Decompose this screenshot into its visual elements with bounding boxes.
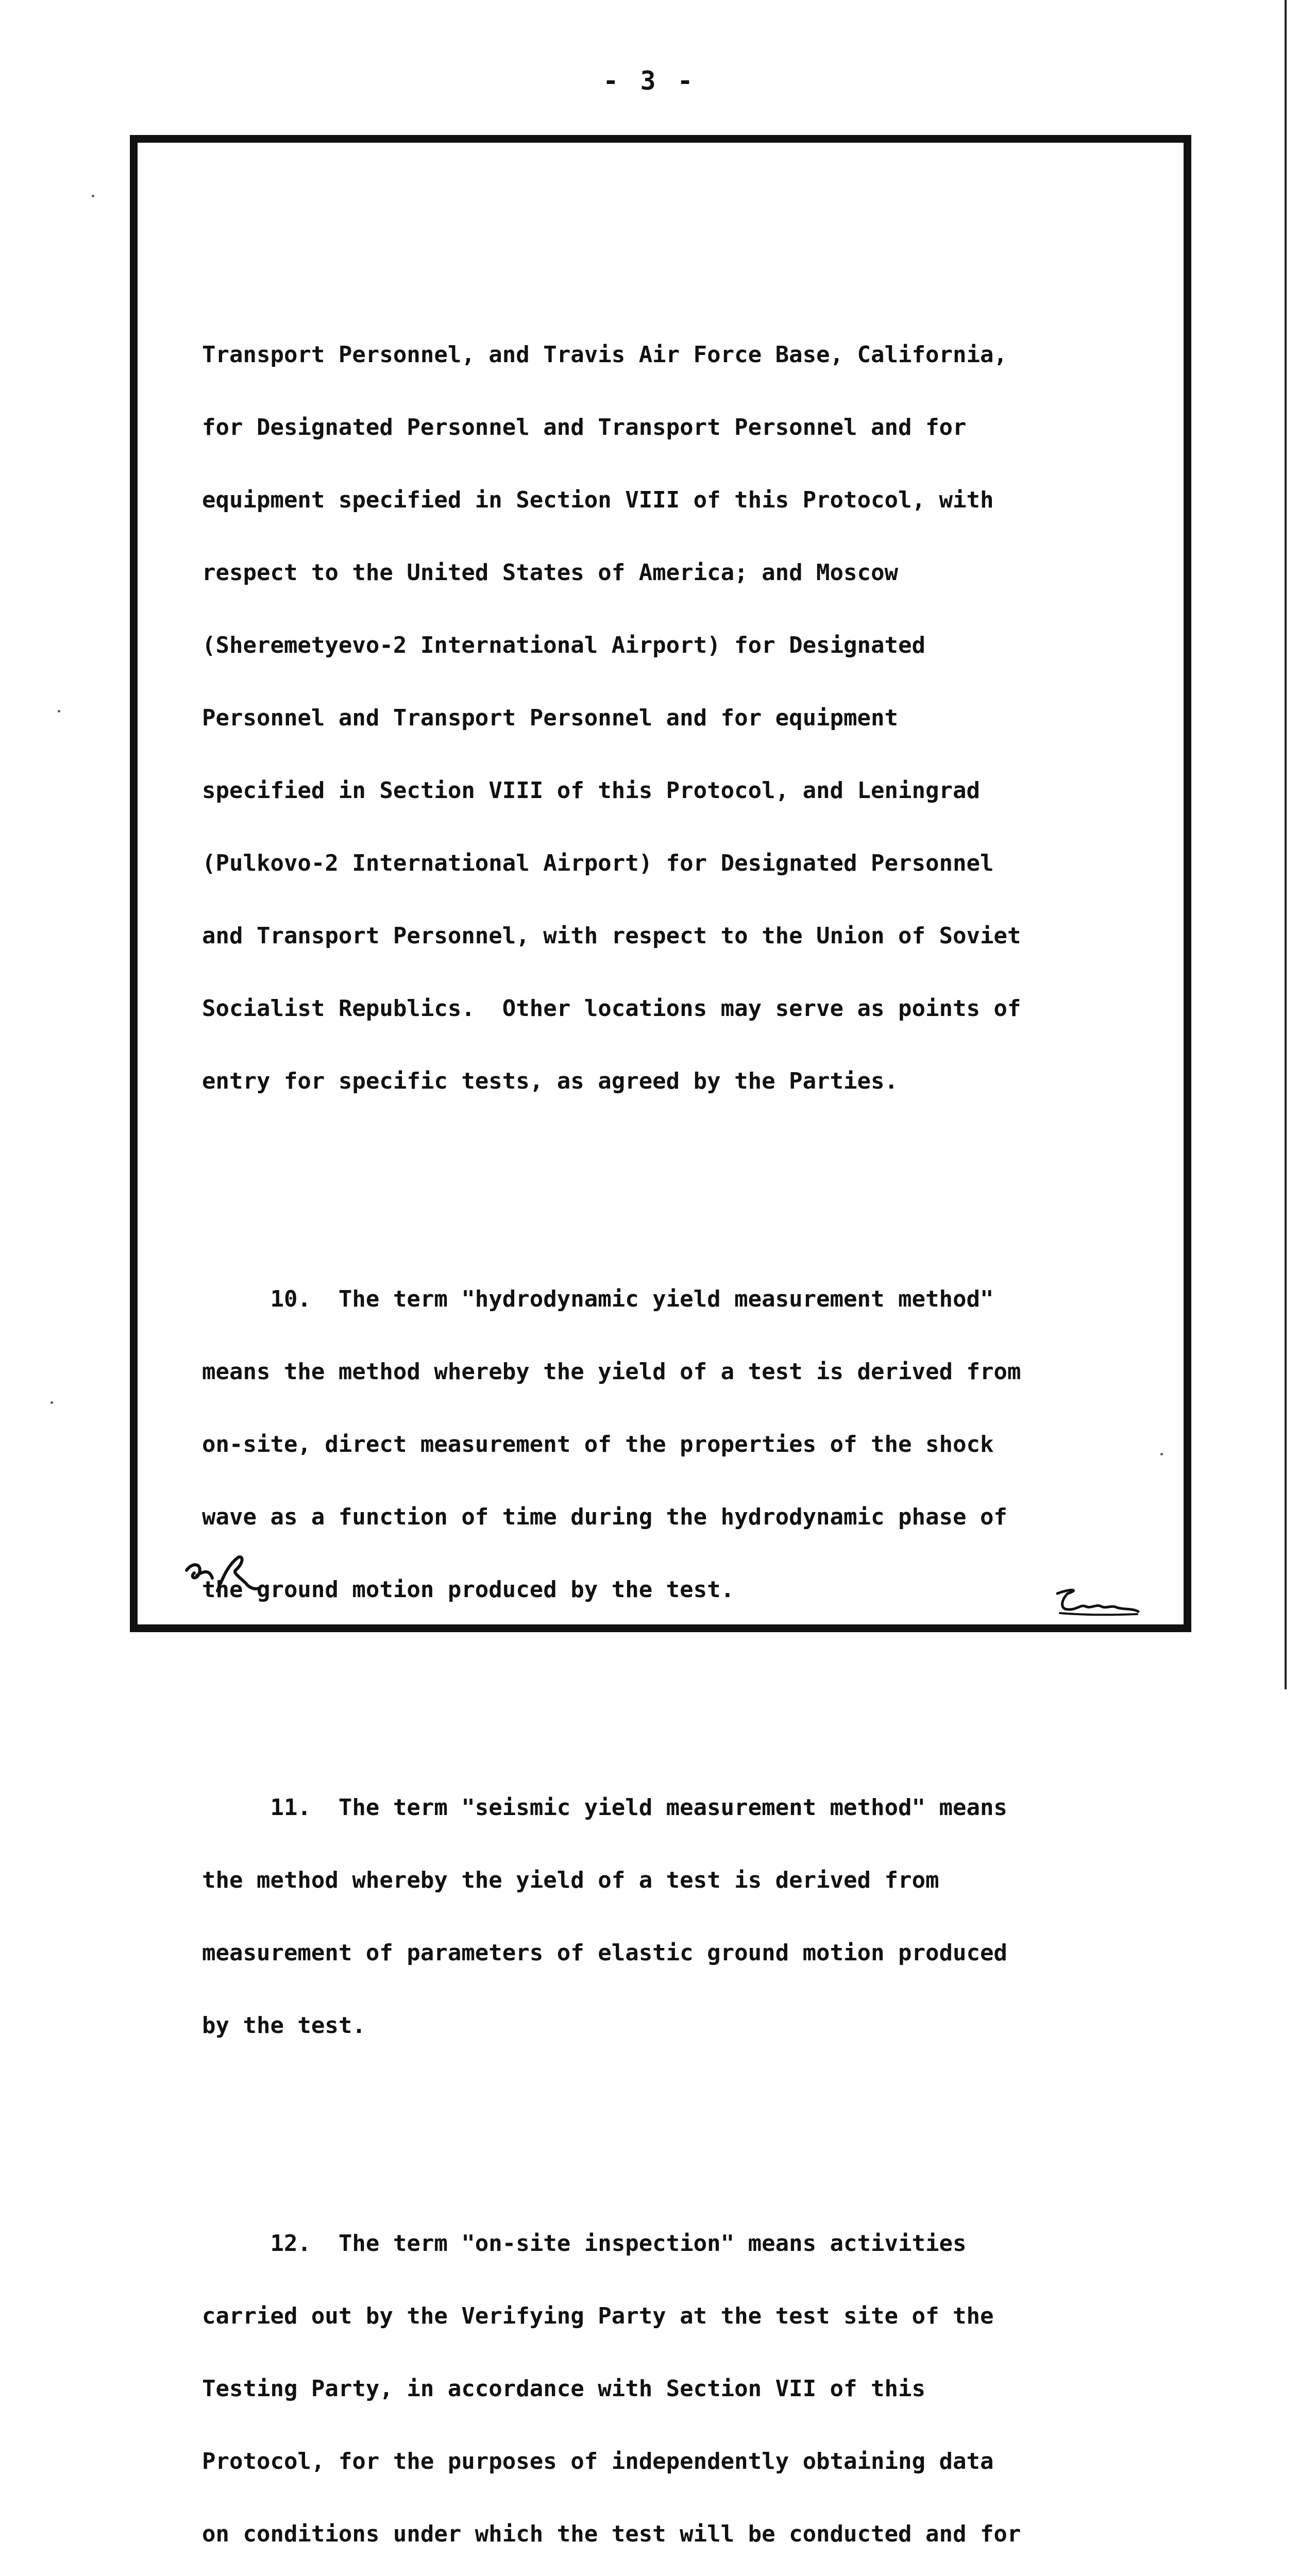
scan-speck: [92, 195, 94, 197]
text-line: measurement of parameters of elastic ground motion produced: [202, 1940, 1007, 1966]
text-line: the ground motion produced by the test.: [202, 1577, 735, 1603]
text-line: carried out by the Verifying Party at the test site of the: [202, 2303, 994, 2329]
text-line: 10. The term "hydrodynamic yield measurement method": [202, 1286, 994, 1312]
paragraph-continuation: [202, 294, 1129, 1142]
text-line: 11. The term "seismic yield measurement method" means: [202, 1794, 1007, 1821]
text-line: (Pulkovo-2 International Airport) for Designated Personnel: [202, 850, 994, 876]
paragraph-12: [202, 2183, 1129, 2576]
page-number: - 3 -: [603, 66, 696, 96]
scan-speck: [58, 710, 60, 713]
document-body: [202, 246, 1129, 2576]
paragraph-11: [202, 1747, 1129, 2086]
text-line: specified in Section VIII of this Protocol, and Leningrad: [202, 777, 980, 804]
scan-speck: [50, 1401, 53, 1404]
text-line: wave as a function of time during the hydrodynamic phase of: [202, 1504, 1007, 1530]
text-line: and Transport Personnel, with respect to the Union of Soviet: [202, 923, 1021, 949]
signature-left-icon: [181, 1550, 264, 1601]
text-line: on-site, direct measurement of the properties of the shock: [202, 1431, 994, 1458]
text-line: Transport Personnel, and Travis Air Force Base, California,: [202, 342, 1007, 368]
text-line: for Designated Personnel and Transport Personnel and for: [202, 414, 967, 440]
document-frame: [130, 135, 1191, 2547]
text-line: Testing Party, in accordance with Section VII of this: [202, 2376, 925, 2402]
text-line: entry for specific tests, as agreed by the Parties.: [202, 1068, 899, 1094]
page-edge-line: [1285, 0, 1287, 1689]
text-line: Protocol, for the purposes of independently obtaining data: [202, 2448, 994, 2475]
text-line: on conditions under which the test will be conducted and for: [202, 2521, 1021, 2547]
text-line: Personnel and Transport Personnel and for equipment: [202, 705, 899, 731]
signature-right-icon: [1050, 1583, 1142, 1619]
text-line: Socialist Republics. Other locations may serve as points of: [202, 995, 1021, 1022]
text-line: means the method whereby the yield of a test is derived from: [202, 1359, 1021, 1385]
text-line: (Sheremetyevo-2 International Airport) for Designated: [202, 632, 925, 658]
text-line: by the test.: [202, 2012, 366, 2039]
paragraph-10: [202, 1239, 1129, 1650]
text-line: respect to the United States of America; and Moscow: [202, 560, 899, 586]
text-line: equipment specified in Section VIII of this Protocol, with: [202, 487, 994, 513]
text-line: the method whereby the yield of a test is derived from: [202, 1867, 939, 1893]
text-line: 12. The term "on-site inspection" means activities: [202, 2230, 967, 2257]
